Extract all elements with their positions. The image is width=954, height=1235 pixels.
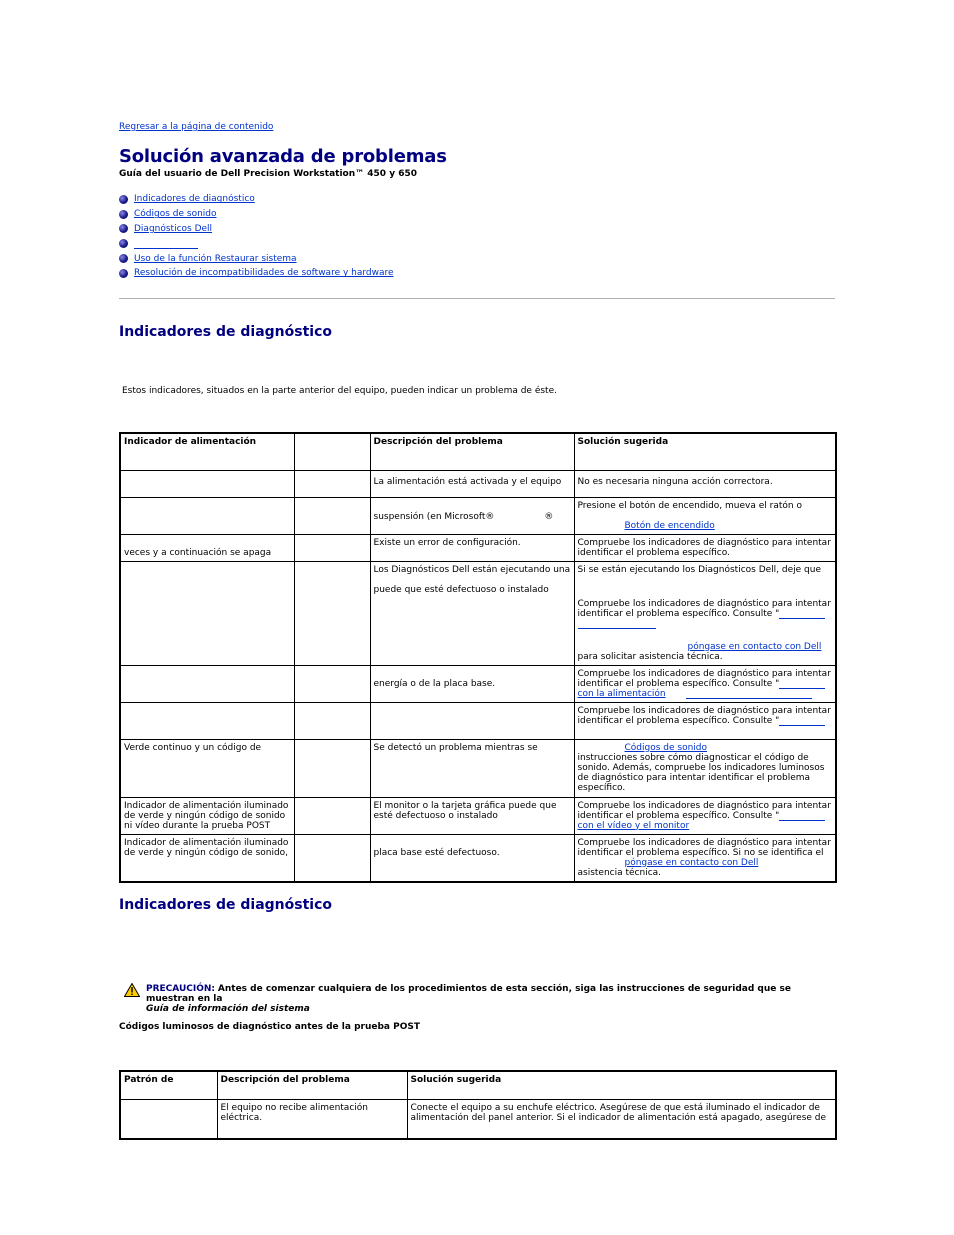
table-row <box>120 534 836 561</box>
section-intro: Estos indicadores, situados en la parte anterior del equipo, pueden indicar un problema de éste. <box>122 386 557 396</box>
bullet-icon <box>119 269 128 278</box>
table-cell: No es necesaria ninguna acción correctora. <box>574 470 836 497</box>
table-cell: veces y a continuación se apaga <box>120 534 294 561</box>
table-cell <box>294 797 370 834</box>
toc-item <box>119 207 394 222</box>
table-cell <box>120 497 294 534</box>
toc-link-incompatibilities[interactable]: Resolución de incompatibilidades de software y hardware <box>134 268 394 279</box>
table-cell <box>120 665 294 702</box>
page-title: Solución avanzada de problemas <box>119 146 447 167</box>
link-placeholder[interactable] <box>779 609 825 619</box>
power-light-table <box>119 432 837 883</box>
table-cell <box>370 561 574 665</box>
toc-item <box>119 222 394 237</box>
column-header: Patrón de <box>120 1071 217 1099</box>
table-row <box>120 497 836 534</box>
post-codes-heading: Códigos luminosos de diagnóstico antes de la prueba POST <box>119 1022 420 1032</box>
table-row <box>120 739 836 797</box>
table-cell <box>294 470 370 497</box>
back-to-contents-link[interactable]: Regresar a la página de contenido <box>119 122 274 132</box>
table-row <box>120 561 836 665</box>
caution-label: PRECAUCIÓN: <box>146 984 216 994</box>
table-row <box>120 1099 836 1139</box>
toc-link-diagnostic-lights[interactable]: Indicadores de diagnóstico <box>134 194 255 205</box>
table-cell <box>574 702 836 739</box>
column-header <box>294 433 370 470</box>
link-placeholder[interactable] <box>578 619 656 629</box>
beep-codes-link[interactable]: Códigos de sonido <box>624 742 708 753</box>
cell-text: Compruebe los indicadores de diagnóstico para intentar identificar el problema específico. Consulte " <box>577 800 831 821</box>
table-cell: La alimentación está activada y el equipo <box>370 470 574 497</box>
column-header: Solución sugerida <box>574 433 836 470</box>
table-header-row <box>120 433 836 470</box>
column-header: Indicador de alimentación <box>120 433 294 470</box>
contact-dell-link[interactable]: póngase en contacto con Dell <box>687 641 822 652</box>
bullet-icon <box>119 195 128 204</box>
table-cell <box>294 534 370 561</box>
power-button-link[interactable]: Botón de encendido <box>624 520 715 531</box>
table-cell <box>294 834 370 882</box>
toc-item <box>119 251 394 266</box>
power-problems-link[interactable]: con la alimentación <box>577 688 666 699</box>
toc-link-system-restore[interactable]: Uso de la función Restaurar sistema <box>134 253 297 264</box>
table-row <box>120 797 836 834</box>
bullet-icon <box>119 210 128 219</box>
toc-item <box>119 266 394 281</box>
table-cell <box>574 665 836 702</box>
table-row <box>120 834 836 882</box>
table-cell <box>294 497 370 534</box>
bullet-icon <box>119 239 128 248</box>
cell-text: asistencia técnica. <box>577 867 662 878</box>
link-placeholder[interactable] <box>779 679 825 689</box>
table-cell <box>120 702 294 739</box>
table-cell: Conecte el equipo a su enchufe eléctrico. Asegúrese de que está iluminado el indicador de alimentación del panel anterior. Si el indicador de alimentación está apagado, asegúrese de <box>407 1099 836 1139</box>
cell-text: Compruebe los indicadores de diagnóstico para intentar identificar el problema específico. Consulte " <box>577 668 831 689</box>
table-cell <box>120 1099 217 1139</box>
table-cell <box>574 834 836 882</box>
toc-link-dell-diagnostics[interactable]: Diagnósticos Dell <box>134 223 213 234</box>
toc-link-blank[interactable] <box>134 238 198 249</box>
cell-text: instrucciones sobre cómo diagnosticar el código de sonido. Además, compruebe los indicadores luminosos de diagnóstico para intentar identificar el problema específico. <box>577 752 825 793</box>
divider <box>119 298 835 299</box>
link-placeholder[interactable] <box>686 689 812 699</box>
cell-text: Compruebe los indicadores de diagnóstico para intentar identificar el problema específico. Si no se identifica el <box>577 837 831 858</box>
toc-link-beep-codes[interactable]: Códigos de sonido <box>134 209 217 220</box>
post-codes-table <box>119 1070 837 1140</box>
table-header-row <box>120 1071 836 1099</box>
link-placeholder[interactable] <box>779 716 825 726</box>
cell-text: Los Diagnósticos Dell están ejecutando una <box>373 564 571 575</box>
cell-text: Compruebe los indicadores de diagnóstico para intentar identificar el problema específico. Consulte " <box>577 705 831 726</box>
table-row <box>120 665 836 702</box>
contact-dell-link[interactable]: póngase en contacto con Dell <box>624 857 759 868</box>
table-cell <box>120 561 294 665</box>
section-heading-diagnostic-lights: Indicadores de diagnóstico <box>119 324 332 340</box>
table-cell: Indicador de alimentación iluminado de verde y ningún código de sonido, <box>120 834 294 882</box>
table-cell <box>294 561 370 665</box>
table-cell <box>294 702 370 739</box>
section-heading-diagnostic-lights-2: Indicadores de diagnóstico <box>119 897 332 913</box>
bullet-icon <box>119 254 128 263</box>
table-cell <box>574 739 836 797</box>
table-cell <box>294 665 370 702</box>
table-cell <box>294 739 370 797</box>
table-cell <box>574 497 836 534</box>
column-header: Descripción del problema <box>217 1071 407 1099</box>
table-cell <box>574 561 836 665</box>
table-cell: Compruebe los indicadores de diagnóstico para intentar identificar el problema específico. <box>574 534 836 561</box>
column-header: Solución sugerida <box>407 1071 836 1099</box>
column-header: Descripción del problema <box>370 433 574 470</box>
table-cell: energía o de la placa base. <box>370 665 574 702</box>
caution-text: Antes de comenzar cualquiera de los procedimientos de esta sección, siga las instrucciones de seguridad que se muestran en la <box>146 984 791 1004</box>
bullet-icon <box>119 224 128 233</box>
table-row <box>120 470 836 497</box>
table-cell <box>370 497 574 534</box>
table-cell: El monitor o la tarjeta gráfica puede que esté defectuoso o instalado <box>370 797 574 834</box>
cell-text: Compruebe los indicadores de diagnóstico para intentar identificar el problema específico. Consulte " <box>577 598 831 619</box>
cell-text: Si se están ejecutando los Diagnósticos Dell, deje que <box>577 564 821 575</box>
cell-text: ® <box>544 511 554 522</box>
table-cell: placa base esté defectuoso. <box>370 834 574 882</box>
safety-guide-title: Guía de información del sistema <box>146 1004 310 1014</box>
table-cell: Indicador de alimentación iluminado de verde y ningún código de sonido ni vídeo durante la prueba POST <box>120 797 294 834</box>
warning-icon <box>124 983 140 997</box>
toc-item <box>119 236 394 251</box>
table-cell <box>120 470 294 497</box>
table-cell: Se detectó un problema mientras se <box>370 739 574 797</box>
table-cell: Verde continuo y un código de <box>120 739 294 797</box>
caution-notice <box>124 983 834 1014</box>
link-placeholder[interactable] <box>779 811 825 821</box>
table-cell <box>574 797 836 834</box>
table-row <box>120 702 836 739</box>
cell-text: para solicitar asistencia técnica. <box>577 651 723 662</box>
cell-text: puede que esté defectuoso o instalado <box>373 584 549 595</box>
video-monitor-link[interactable]: con el vídeo y el monitor <box>577 820 690 831</box>
table-cell <box>370 702 574 739</box>
table-cell: El equipo no recibe alimentación eléctrica. <box>217 1099 407 1139</box>
page-subtitle: Guía del usuario de Dell Precision Workstation™ 450 y 650 <box>119 169 417 179</box>
table-of-contents <box>119 192 394 281</box>
table-cell: Existe un error de configuración. <box>370 534 574 561</box>
cell-text: suspensión (en Microsoft® <box>373 511 495 522</box>
toc-item <box>119 192 394 207</box>
cell-text: Presione el botón de encendido, mueva el ratón o <box>577 500 802 511</box>
